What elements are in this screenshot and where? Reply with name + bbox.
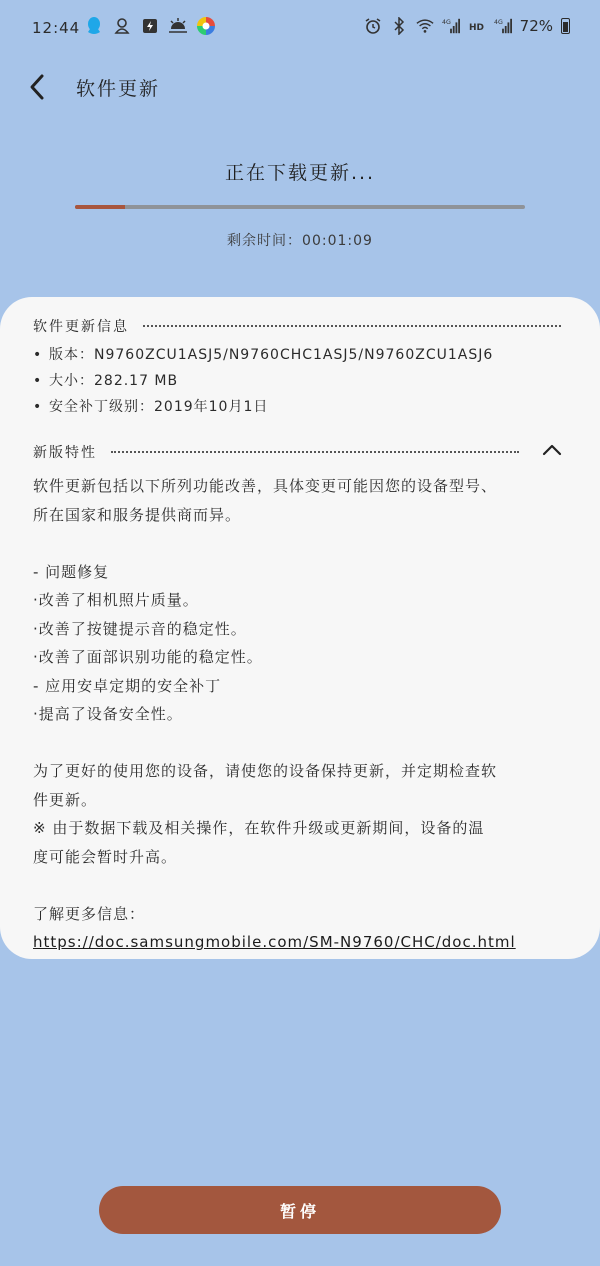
page-title: 软件更新 xyxy=(76,78,161,100)
advice-text: 为了更好的使用您的设备，请使您的设备保持更新，并定期检查软 xyxy=(33,762,498,780)
fix-item: ·改善了面部识别功能的稳定性。 xyxy=(33,648,263,666)
more-info-link[interactable]: https://doc.samsungmobile.com/SM-N9760/CHC/doc.html xyxy=(33,933,516,951)
back-button[interactable] xyxy=(22,70,56,104)
update-info-title: 软件更新信息 xyxy=(33,319,129,335)
warning-text-cont: 度可能会暂时升高。 xyxy=(33,847,178,866)
intro-text: 软件更新包括以下所列功能改善，具体变更可能因您的设备型号、 xyxy=(33,477,498,495)
fix-header: - 问题修复 xyxy=(33,562,110,581)
status-time: 12:44 xyxy=(32,19,81,37)
download-progress-fill xyxy=(75,205,125,209)
security-item: ·提高了设备安全性。 xyxy=(33,705,183,723)
security-header: - 应用安卓定期的安全补丁 xyxy=(33,676,222,695)
info-row-size xyxy=(33,368,493,394)
signal-4g-icon xyxy=(442,17,460,35)
back-arrow-icon xyxy=(22,70,56,104)
tencent-penguin-icon xyxy=(112,16,132,36)
notification-icons xyxy=(84,16,216,36)
system-icons xyxy=(364,17,570,35)
remaining-time-label: 剩余时间： xyxy=(227,233,303,249)
qq-icon xyxy=(84,16,104,36)
colorful-app-icon xyxy=(196,16,216,36)
version-value: N9760ZCU1ASJ5/N9760CHC1ASJ5/N9760ZCU1ASJ6 xyxy=(94,347,494,363)
hd-icon xyxy=(468,17,486,35)
weather-sun-icon xyxy=(168,16,188,36)
divider xyxy=(111,451,519,453)
bullet: • xyxy=(33,373,43,389)
flash-app-icon xyxy=(140,16,160,36)
security-patch-label: 安全补丁级别： xyxy=(49,399,154,415)
signal-4g-2-icon xyxy=(494,17,512,35)
size-label: 大小： xyxy=(49,373,94,389)
collapse-features-button[interactable] xyxy=(541,439,563,461)
wifi-icon xyxy=(416,17,434,35)
release-notes xyxy=(33,472,573,957)
features-title: 新版特性 xyxy=(33,445,97,461)
fix-item: ·改善了相机照片质量。 xyxy=(33,591,199,609)
divider xyxy=(143,325,561,327)
svg-text:4G: 4G xyxy=(441,19,451,27)
security-patch-value: 2019年10月1日 xyxy=(154,399,269,415)
battery-percent: 72% xyxy=(519,17,553,35)
remaining-time-value: 00:01:09 xyxy=(302,233,373,249)
download-status-title: 正在下载更新... xyxy=(224,162,376,184)
svg-text:4G: 4G xyxy=(493,19,503,27)
app-bar xyxy=(0,60,600,112)
battery-icon xyxy=(561,18,570,34)
intro-text-cont: 所在国家和服务提供商而异。 xyxy=(33,505,242,524)
info-row-security-patch xyxy=(33,394,493,420)
more-info-label: 了解更多信息： xyxy=(33,904,146,923)
features-header[interactable] xyxy=(33,442,519,462)
chevron-up-icon xyxy=(541,439,563,461)
advice-text-cont: 件更新。 xyxy=(33,790,98,809)
svg-text:HD: HD xyxy=(468,23,484,32)
update-info-list xyxy=(33,342,493,420)
download-progress-bar xyxy=(75,205,525,209)
fix-item: ·改善了按键提示音的稳定性。 xyxy=(33,619,247,638)
remaining-time xyxy=(0,230,600,250)
update-info-header xyxy=(33,316,561,336)
bullet: • xyxy=(33,347,43,363)
alarm-icon xyxy=(364,17,382,35)
warning-text: ※ 由于数据下载及相关操作，在软件升级或更新期间，设备的温 xyxy=(33,819,485,837)
size-value: 282.17 MB xyxy=(94,373,179,389)
version-label: 版本： xyxy=(49,347,94,363)
status-bar xyxy=(0,0,600,58)
pause-button[interactable]: 暂停 xyxy=(99,1186,501,1234)
bullet: • xyxy=(33,399,43,415)
bluetooth-icon xyxy=(390,17,408,35)
info-row-version xyxy=(33,342,493,368)
